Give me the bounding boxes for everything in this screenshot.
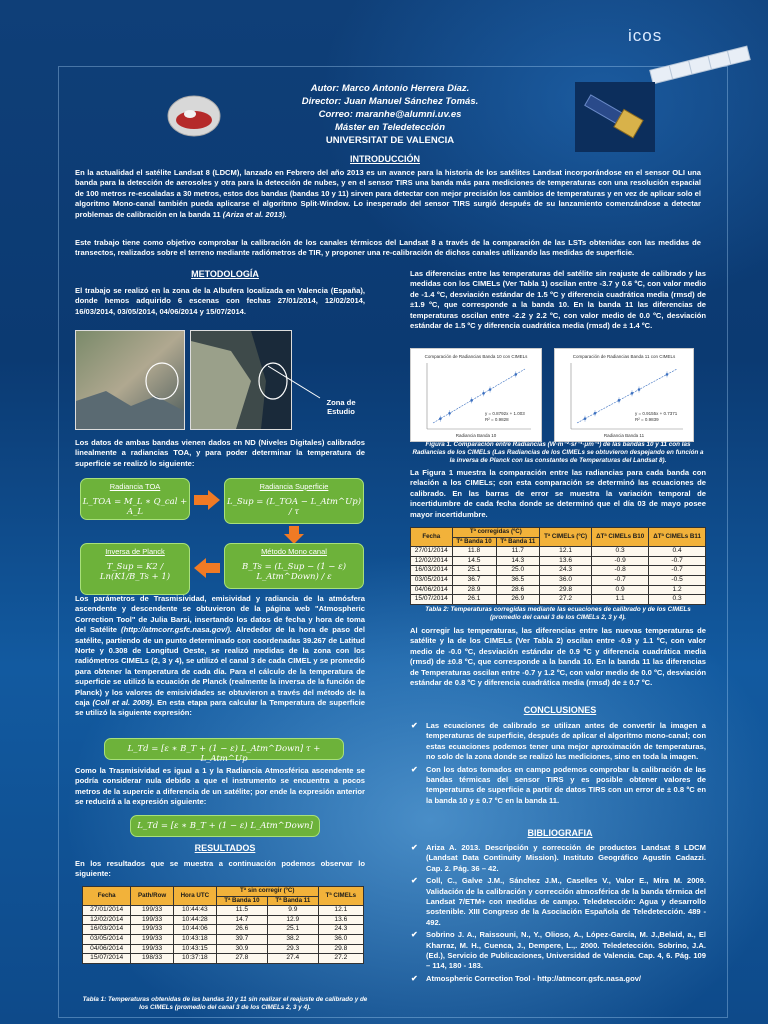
t2-header-cimels: Tª CIMELs (ºC) <box>540 528 592 547</box>
arrow-right-icon <box>194 490 220 510</box>
bib-item-2 <box>410 876 706 928</box>
mono-canal-box <box>224 543 364 589</box>
title-fragment: icos <box>628 26 663 45</box>
table2-cell: 25.1 <box>452 566 496 576</box>
table2-cell: 24.3 <box>540 566 592 576</box>
table1-cell: 03/05/2014 <box>83 934 131 944</box>
t2-subheader-b10: Tª Banda 10 <box>452 537 496 547</box>
chart-point <box>515 373 518 376</box>
atmcorr-link[interactable]: (http://atmcorr.gsfc.nasa.gov/). <box>121 625 233 635</box>
chart-point <box>482 392 485 395</box>
table2-cell: 25.0 <box>496 566 540 576</box>
arrow-down-icon <box>284 526 304 544</box>
table1-cell: 10:37:18 <box>173 954 216 964</box>
table1-cell: 39.7 <box>216 934 267 944</box>
radiancia-toa-box <box>80 478 190 520</box>
checkmark-icon: ✔ <box>411 843 418 852</box>
metodologia-paragraph-1: El trabajo se realizó en la zona de la Albufera localizada en Valencia (España), donde hemos adquirido 6 escenas con fechas 27/01/2014, 12/02/2014, 16/03/2014, 03/05/2014, 04/06/2014 y 15/07/2014. <box>75 286 365 316</box>
radiancia-toa-formula: L_TOA = M_L ∗ Q_cal + A_L <box>82 497 188 517</box>
study-area-label: Zona de Estudio <box>326 398 356 416</box>
table2-cell: 26.1 <box>452 595 496 605</box>
table1-cell: 15/07/2014 <box>83 954 131 964</box>
table2-cell: 28.9 <box>452 585 496 595</box>
landsat-satellite-icon <box>575 82 655 152</box>
table1-cell: 199/33 <box>131 944 174 954</box>
chart-point <box>594 412 597 415</box>
table1-cell: 16/03/2014 <box>83 925 131 935</box>
equation-2: L_Td = [ε ∗ B_T + (1 − ε) L_Atm^Down] <box>137 821 313 831</box>
t2-subheader-b11: Tª Banda 11 <box>496 537 540 547</box>
metodologia-heading: METODOLOGÍA <box>191 269 259 279</box>
table2-cell: 36.7 <box>452 575 496 585</box>
table2-cell: -0.8 <box>592 566 649 576</box>
chart-band11-r2: R² = 0.9839 <box>635 417 659 422</box>
equation-2-box <box>130 815 320 837</box>
table1-cell: 199/33 <box>131 915 174 925</box>
table1-cell: 13.6 <box>318 915 363 925</box>
radiancia-superficie-formula: L_Sup = (L_TOA − L_Atm^Up) / τ <box>226 497 362 517</box>
author-email: Correo: maranhe@alumni.uv.es <box>318 109 462 120</box>
t1-header-pathrow: Path/Row <box>131 887 174 906</box>
resultados-right-paragraph-2: La Figura 1 muestra la comparación entre las radiancias para cada banda con relación a los CIMELs; con esta comparación se determinó las ecuaciones de calibrado. En las barras de error se muestra la variación temporal de incertidumbre de cada fecha donde se determinó que el día 03 de mayo posee mayor incertidumbre. <box>410 468 706 519</box>
t1-header-cimels: Tª CIMELs <box>318 887 363 906</box>
checkmark-icon: ✔ <box>411 721 418 730</box>
table2-cell: -0.7 <box>649 556 706 566</box>
table1-cell: 199/33 <box>131 934 174 944</box>
table2-cell: 12.1 <box>540 547 592 557</box>
table-row <box>83 944 364 954</box>
resultados-right-paragraph-1: Las diferencias entre las temperaturas del satélite sin reajuste de calibrado y las medidas con los CIMELs (Ver Tabla 1) oscilan entre -3.7 y 0.6 ºC, con valor medio de -1.4 ºC, desviación estándar de 1.5 ºC y diferencia cuadrática media (rmsd) de ±1.9 ºC, que corresponde a la banda 10. En la banda 11 las diferencias de temperaturas oscilan entre -2.2 y 2.2 ºC, con valor medio de 0.0 ºC, desviación estándar de 1.5 ºC y diferencia cuadrática media (rmsd) de ± 1.4 ºC. <box>410 269 706 331</box>
table2-cell: 27.2 <box>540 595 592 605</box>
t2-header-delta-b10: ΔTª CIMELs B10 <box>592 528 649 547</box>
metodologia-paragraph-2: Los datos de ambas bandas vienen dados en ND (Niveles Digitales) calibrados linealmente a radiancias TOA, y para poder determinar la temperatura de superficie se realizó lo siguiente: <box>75 438 365 468</box>
table1-cell: 199/33 <box>131 925 174 935</box>
table-2 <box>410 527 706 605</box>
checkmark-icon: ✔ <box>411 876 418 886</box>
table1-cell: 29.8 <box>318 944 363 954</box>
table-row <box>411 595 706 605</box>
metodologia-paragraph-3 <box>75 594 365 719</box>
table-2-body <box>411 547 706 605</box>
equation-1-box <box>104 738 344 764</box>
chart-point <box>439 417 442 420</box>
table2-cell: -0.5 <box>649 575 706 585</box>
table2-cell: 04/06/2014 <box>411 585 453 595</box>
t2-header-fecha: Fecha <box>411 528 453 547</box>
table1-cell: 26.6 <box>216 925 267 935</box>
table1-cell: 11.5 <box>216 906 267 916</box>
bib-text-1: Ariza A. 2013. Descripción y corrección de productos Landsat 8 LDCM (Landsat Data Continuity Mission). Instituto Geográfico Agustín Cadazzi. Cap. 2. Pág. 36 – 42. <box>426 843 706 873</box>
chart-point <box>470 399 473 402</box>
table2-cell: -0.7 <box>592 575 649 585</box>
intro-citation: (Ariza et al. 2013). <box>222 209 287 219</box>
equation-1: L_Td = [ε ∗ B_T + (1 − ε) L_Atm^Down] τ + L_Atm^Up <box>127 744 321 764</box>
chart-band11-xlabel: Radiancia Banda 11 <box>603 433 645 438</box>
table1-cell: 36.0 <box>318 934 363 944</box>
bib-item-4[interactable] <box>410 974 706 984</box>
intro-paragraph-2: Este trabajo tiene como objetivo comprobar la calibración de los canales térmicos del Landsat 8 a través de la comparación de las LSTs obtenidas con las medidas de transectos, realizados sobre el terreno mediante radiómetros de TIR, y proponer una re-calibración de dichos canales utilizando las medidas de superficie. <box>75 238 701 258</box>
table-row <box>411 585 706 595</box>
table-row <box>83 906 364 916</box>
author-name: Autor: Marco Antonio Herrera Díaz. <box>310 83 470 94</box>
figure-1-caption: Figura 1. Comparación entre Radiancias (W·m⁻²·sr⁻¹·μm⁻¹) de las bandas 10 y 11 con las Radiancias de los CIMELs (Las Radiancias de los CIMELs se obtuvieron despejando en función a la inversa de Planck con las constantes de Temperaturas del Landsat 8). <box>412 441 704 464</box>
bib-text-4[interactable]: Atmospheric Correction Tool - http://atmcorr.gsfc.nasa.gov/ <box>426 973 642 983</box>
table2-cell: 0.3 <box>592 547 649 557</box>
mono-canal-formula: B_Ts = (L_Sup − (1 − ε) L_Atm^Down) / ε <box>241 562 347 582</box>
conclusion-item-2 <box>410 765 706 807</box>
table2-cell: 12/02/2014 <box>411 556 453 566</box>
intro-heading: INTRODUCCIÓN <box>350 154 420 164</box>
table-row <box>411 566 706 576</box>
table-row <box>83 915 364 925</box>
table2-cell: 11.8 <box>452 547 496 557</box>
t1-header-fecha: Fecha <box>83 887 131 906</box>
chart-point <box>448 412 451 415</box>
chart-band11-equation: y = 0.9155x + 0.7371 <box>635 411 678 416</box>
satellite-solar-panel-icon <box>640 40 760 90</box>
table1-cell: 10:44:28 <box>173 915 216 925</box>
t1-header-hora: Hora UTC <box>173 887 216 906</box>
table1-cell: 30.9 <box>216 944 267 954</box>
table2-cell: 28.6 <box>496 585 540 595</box>
table2-cell: 0.3 <box>649 595 706 605</box>
table1-cell: 9.9 <box>267 906 318 916</box>
table-row <box>83 954 364 964</box>
resultados-heading: RESULTADOS <box>194 843 256 853</box>
intro-paragraph-1 <box>75 168 701 220</box>
table1-cell: 24.3 <box>318 925 363 935</box>
table1-cell: 27/01/2014 <box>83 906 131 916</box>
metodologia-text-3b: Alrededor de la hora de paso del satélite, partiendo de un punto determinado con coordenadas 39.267 de Latitud Norte y 0.308 de Longitud Oeste, se realizó medidas de la zona con los radiómetros CIMELs (2, 3 y 4), se utilizó el canal 3 de cada CIMEL y se promedió para obtener la temperatura de cada día. Para el cálculo de la temperatura de superficie se utilizó la ecuación de Planck (realmente la inversa de la función de Planck) y los valores de emisividades se obtuvieron a través del método de la caja <box>75 625 366 708</box>
chart-point <box>631 392 634 395</box>
table1-cell: 27.4 <box>267 954 318 964</box>
table1-cell: 29.3 <box>267 944 318 954</box>
table1-cell: 12/02/2014 <box>83 915 131 925</box>
mono-canal-title: Método Mono canal <box>261 547 327 556</box>
chart-band10-svg <box>411 349 541 441</box>
table-row <box>411 575 706 585</box>
t1-header-sin-corregir: Tª sin corregir (ºC) <box>216 887 318 897</box>
bib-text-3: Sobrino J. A., Raissouni, N., Y., Olioso, A., López-García, M. J.,Belaid, a., El Kharraz, M. H., Cuenca, J., Dempere, L.,. 2000. Teledetección. Sobrino, J.A. (Ed.), Servicio de Publicaciones, Universidad de Valencia. Cap. 4, 6. Pág. 109 – 114, 180 - 183. <box>426 930 706 971</box>
table-row <box>83 934 364 944</box>
table2-cell: 36.0 <box>540 575 592 585</box>
bib-item-1 <box>410 843 706 874</box>
chart-band10-equation: y = 0.8792x + 1.003 <box>485 411 525 416</box>
study-area-pointer <box>268 362 328 402</box>
table1-cell: 10:44:06 <box>173 925 216 935</box>
t1-subheader-b10: Tª Banda 10 <box>216 896 267 906</box>
conclusiones-list <box>410 721 706 806</box>
table2-cell: 15/07/2014 <box>411 595 453 605</box>
table2-cell: 26.9 <box>496 595 540 605</box>
table-1-caption: Tabla 1: Temperaturas obtenidas de las bandas 10 y 11 sin realizar el reajuste de calibrado y de los CIMELs (promedio del canal 3 de los CIMELs 2, 3 y 4). <box>82 996 368 1011</box>
program-name: Máster en Teledetección <box>335 122 445 133</box>
table2-cell: 14.5 <box>452 556 496 566</box>
table1-cell: 199/33 <box>131 906 174 916</box>
inversa-planck-title: Inversa de Planck <box>105 547 165 556</box>
table1-cell: 10:43:18 <box>173 934 216 944</box>
table2-cell: 29.8 <box>540 585 592 595</box>
conclusion-text-1: Las ecuaciones de calibrado se utilizan antes de convertir la imagen a temperaturas de superficie, después de aplicar el algoritmo mono-canal; con estas ecuaciones podemos tener una mejor aproximación de temperaturas, no solo de la zona donde se realizó las mediciones, sino en toda la imagen. <box>426 721 706 762</box>
table2-cell: 1.2 <box>649 585 706 595</box>
table1-cell: 04/06/2014 <box>83 944 131 954</box>
conclusiones-heading: CONCLUSIONES <box>523 705 597 715</box>
table1-cell: 12.1 <box>318 906 363 916</box>
chart-point <box>638 388 641 391</box>
metodologia-paragraph-4: Como la Trasmisividad es igual a 1 y la Radiancia Atmosférica ascendente se podría considerar nula debido a que el instrumento se encuentra a pocos metros de la supercie a diferencia de un satélite; por ende la expresión anterior se reducirá a la expresión siguiente: <box>75 766 365 807</box>
study-area-image-band10 <box>75 330 185 430</box>
table1-cell: 38.2 <box>267 934 318 944</box>
table1-cell: 10:43:15 <box>173 944 216 954</box>
table-row <box>411 547 706 557</box>
table-2-caption: Tabla 2: Temperaturas corregidas mediante las ecuaciones de calibrado y de los CIMELs (promedio del canal 3 de los CIMELs 2, 3 y 4). <box>425 606 691 621</box>
t2-header-corregidas: Tª corregidas (ºC) <box>452 528 540 538</box>
table-1 <box>82 886 364 964</box>
chart-band10-title: Comparación de Radiancias Banda 10 con CIMELs <box>424 354 528 359</box>
radiancia-toa-title: Radiancia TOA <box>109 482 161 491</box>
bib-text-2: Coll, C., Galve J.M., Sánchez J.M., Caselles V., Valor E., Mira M. 2009. Validación de la calibración y corrección atmosférica de la banda térmica del Landsat 7/ETM+ con medidas de campo. Teledetección: Agua y desarrollo sostenible. XIII Congreso de la Asociación Española de Teledetección. 489 - 492. <box>426 876 706 927</box>
table1-cell: 25.1 <box>267 925 318 935</box>
intro-text-1: En la actualidad el satélite Landsat 8 (LDCM), lanzado en Febrero del año 2013 es un avance para la historia de los satélites Landsat incorporándose en el sensor OLI una banda para la detección de aerosoles y otra para la detección de nubes, y en el sensor TIRS una banda más para mediciones de temperaturas con una resolución espacial de 100 metros re-escaladas a 30 metros, estos dos bandas (bandas 10 y 11) sirven para detectar con mejor precisión los cambios de temperaturas y en vez de aplicar solo el algoritmo Mono-canal también pueda aplicarse el algoritmo Split-Window. Lo inesperado del sensor TIRS surgió después de su lanzamiento comenzándose a detectar problemas de calibración en la banda 11 <box>75 168 701 219</box>
table1-cell: 198/33 <box>131 954 174 964</box>
bibliografia-heading: BIBLIOGRAFIA <box>527 828 593 838</box>
table2-cell: -0.7 <box>649 566 706 576</box>
chart-point <box>666 373 669 376</box>
t2-header-delta-b11: ΔTª CIMELs B11 <box>649 528 706 547</box>
coll-citation: (Coll et al. 2009). <box>92 698 155 708</box>
chart-point <box>584 417 587 420</box>
table2-cell: 0.4 <box>649 547 706 557</box>
inversa-planck-formula: T_Sup = K2 / Ln(K1/B_Ts + 1) <box>99 562 171 582</box>
checkmark-icon: ✔ <box>411 973 418 983</box>
arrow-left-icon <box>194 558 220 578</box>
conclusion-text-2: Con los datos tomados en campo podemos comprobar la calibración de las bandas térmicas del sensor TIRS y es posible obtener valores de temperaturas de superficie a partir de datos TIRS con un error de ± 0.8 ºC en la banda 10 y ± 0.7 ºC en la banda 11. <box>426 764 706 805</box>
chart-band10-r2: R² = 0.9828 <box>485 417 509 422</box>
table2-cell: 1.1 <box>592 595 649 605</box>
resultados-right-paragraph-3: Al corregir las temperaturas, las diferencias entre las nuevas temperaturas de satélite y la de los CIMELs (Ver Tabla 2) oscilan entre -0.9 y 1.1 ºC, con valor medio de -0.0 ºC, desviación estándar de 0.9 ºC y diferencia cuadrática media (rmsd) de ±0.8 ºC, que corresponde a la banda 10. En la banda 11 las diferencias de Temperaturas oscilan entre -0.7 y 1.2 ºC, con valor medio de 0.0 ºC, desviación estándar de 0.8 ºC y diferencia cuadrática media (rmsd) de ± 0.7 ºC. <box>410 626 706 688</box>
table2-cell: 14.3 <box>496 556 540 566</box>
checkmark-icon: ✔ <box>411 764 418 774</box>
university-name: UNIVERSITAT DE VALENCIA <box>325 135 455 146</box>
table1-cell: 27.8 <box>216 954 267 964</box>
table-row <box>411 556 706 566</box>
chart-band11 <box>554 348 694 442</box>
chart-band10 <box>410 348 542 442</box>
chart-band11-title: Comparación de Radiancias Banda 11 con CIMELs <box>572 354 676 359</box>
chart-point <box>618 399 621 402</box>
checkmark-icon: ✔ <box>411 930 418 940</box>
table2-cell: 27/01/2014 <box>411 547 453 557</box>
table2-cell: -0.9 <box>592 556 649 566</box>
table-row <box>83 925 364 935</box>
table2-cell: 13.6 <box>540 556 592 566</box>
metodologia-text-3a: Los parámetros de Trasmisividad, emisividad y radiancia de la atmósfera ascendente y descendente se obtuvieron de la página web "Atmospheric Correction Tool" de Julia Barsi, insertando los datos de fecha y hora de toma del Satélite <box>75 594 365 635</box>
resultados-paragraph-1: En los resultados que se muestra a continuación podemos observar lo siguiente: <box>75 859 365 879</box>
t1-subheader-b11: Tª Banda 11 <box>267 896 318 906</box>
table2-cell: 0.9 <box>592 585 649 595</box>
table1-cell: 14.7 <box>216 915 267 925</box>
table2-cell: 36.5 <box>496 575 540 585</box>
radiancia-superficie-title: Radiancia Superficie <box>259 482 329 491</box>
director-name: Director: Juan Manuel Sánchez Tomás. <box>301 96 479 107</box>
dish-antenna-icon <box>160 86 230 146</box>
table2-cell: 16/03/2014 <box>411 566 453 576</box>
chart-band11-svg <box>555 349 693 441</box>
table1-cell: 12.9 <box>267 915 318 925</box>
author-block <box>240 82 540 147</box>
bibliografia-list <box>410 843 706 984</box>
bib-item-3 <box>410 930 706 972</box>
chart-band10-xlabel: Radiancia Banda 10 <box>455 433 497 438</box>
table1-cell: 10:44:43 <box>173 906 216 916</box>
table2-cell: 11.7 <box>496 547 540 557</box>
table-1-body <box>83 906 364 964</box>
inversa-planck-box <box>80 543 190 595</box>
radiancia-superficie-box <box>224 478 364 524</box>
conclusion-item-1 <box>410 721 706 763</box>
table2-cell: 03/05/2014 <box>411 575 453 585</box>
metodologia-text-3c: En esta etapa para calcular la Temperatura de superficie se utilizó la siguiente expresión: <box>75 698 365 718</box>
table1-cell: 27.2 <box>318 954 363 964</box>
chart-point <box>489 388 492 391</box>
